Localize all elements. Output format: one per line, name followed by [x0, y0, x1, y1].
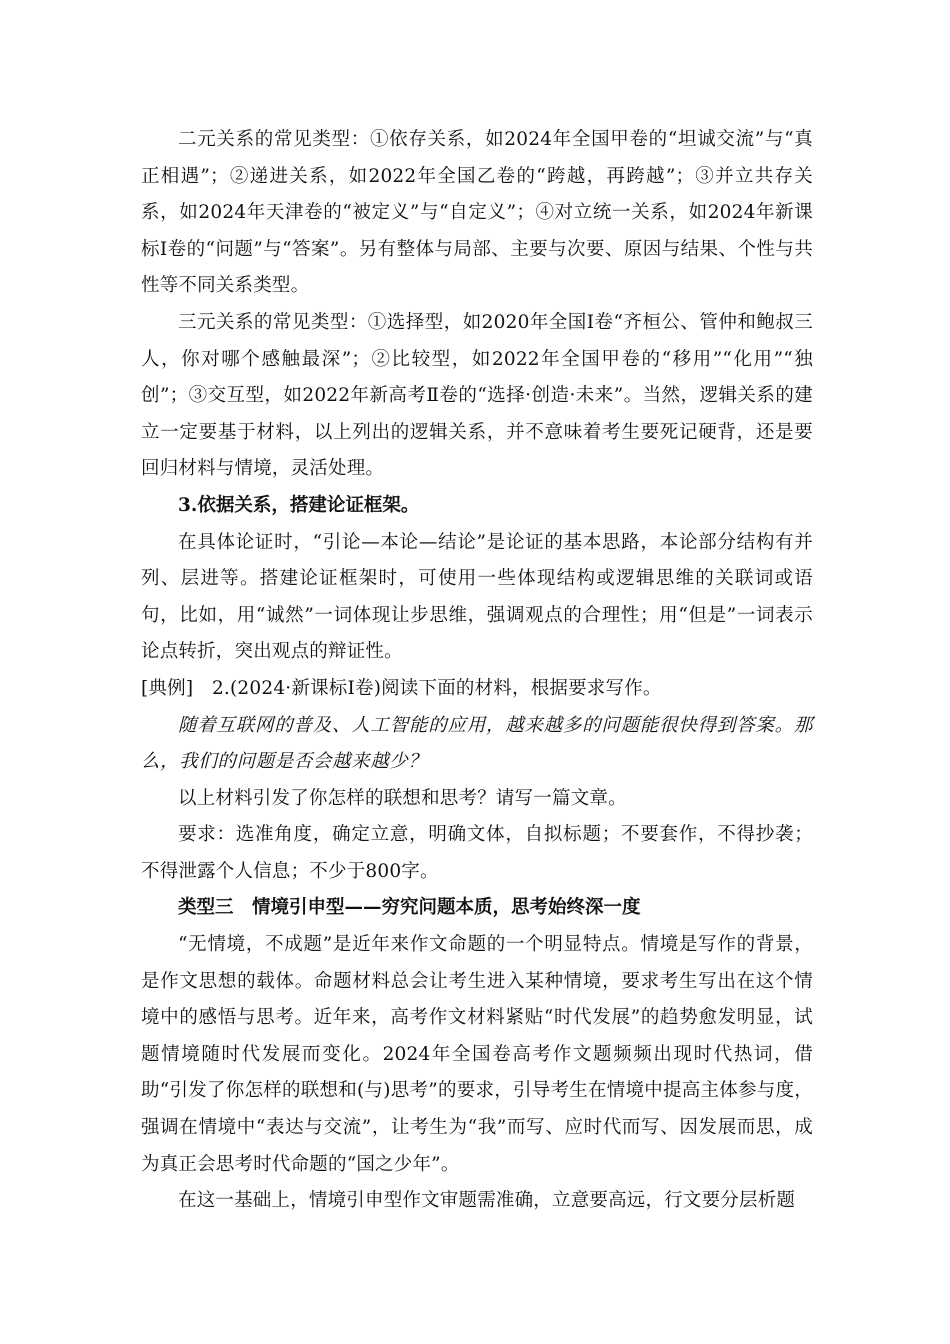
- document-page: [141, 122, 813, 1220]
- example-text: 2.(2024·新课标Ⅰ卷)阅读下面的材料，根据要求写作。: [193, 677, 662, 699]
- paragraph-foundation: 在这一基础上，情境引申型作文审题需准确，立意要高远，行文要分层析题: [178, 1190, 796, 1212]
- section-heading-framework: 3.依据关系，搭建论证框架。: [178, 494, 420, 516]
- paragraph-material: 随着互联网的普及、人工智能的应用，越来越多的问题能很快得到答案。那么，我们的问题是否会越来越少？: [141, 714, 813, 773]
- paragraph-situation: “无情境，不成题”是近年来作文命题的一个明显特点。情境是写作的背景，是作文思想的载体。命题材料总会让考生进入某种情境，要求考生写出在这个情境中的感悟与思考。近年来，高考作文材料紧贴“时代发展”的趋势愈发明显，试题情境随时代发展而变化。2024年全国卷高考作文题频频出现时代热词，借助“引发了你怎样的联想和(与)思考”的要求，引导考生在情境中提高主体参与度，强调在情境中“表达与交流”，让考生为“我”而写、应时代而写、因发展而思，成为真正会思考时代命题的“国之少年”。: [141, 934, 813, 1175]
- paragraph-ternary-relations: 三元关系的常见类型：①选择型，如2020年全国Ⅰ卷“齐桓公、管仲和鲍叔三人，你对哪个感触最深”；②比较型，如2022年全国甲卷的“移用”“化用”“独创”；③交互型，如2022年新高考Ⅱ卷的“选择·创造·未来”。当然，逻辑关系的建立一定要基于材料，以上列出的逻辑关系，并不意味着考生要死记硬背，还是要回归材料与情境，灵活处理。: [141, 311, 813, 480]
- paragraph-argument-structure: 在具体论证时，“引论—本论—结论”是论证的基本思路，本论部分结构有并列、层进等。搭建论证框架时，可使用一些体现结构或逻辑思维的关联词或语句，比如，用“诚然”一词体现让步思维，强调观点的合理性；用“但是”一词表示论点转折，突出观点的辩证性。: [141, 531, 813, 663]
- type3-heading: 类型三 情境引申型——穷究问题本质，思考始终深一度: [178, 897, 641, 919]
- example-line: [141, 671, 813, 708]
- paragraph-binary-relations: 二元关系的常见类型：①依存关系，如2024年全国甲卷的“坦诚交流”与“真正相遇”；②递进关系，如2022年全国乙卷的“跨越，再跨越”；③并立共存关系，如2024年天津卷的“被定义”与“自定义”；④对立统一关系，如2024年新课标Ⅰ卷的“问题”与“答案”。另有整体与局部、主要与次要、原因与结果、个性与共性等不同关系类型。: [141, 129, 813, 297]
- paragraph-requirements: 要求：选准角度，确定立意，明确文体，自拟标题；不要套作，不得抄袭；不得泄露个人信息；不少于800字。: [141, 824, 813, 882]
- paragraph-prompt: 以上材料引发了你怎样的联想和思考？请写一篇文章。: [178, 787, 627, 809]
- example-tag: [典例]: [141, 677, 194, 699]
